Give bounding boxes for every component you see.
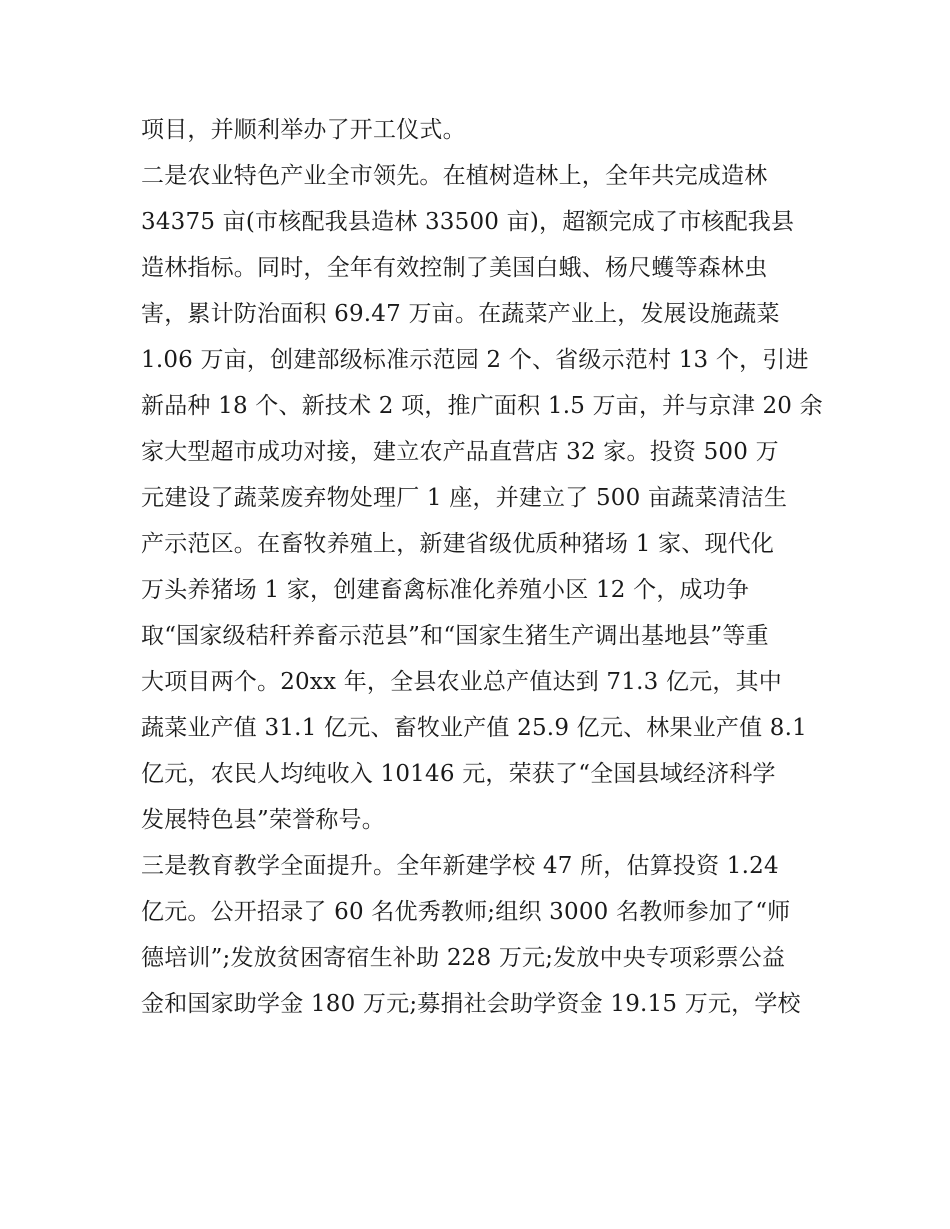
text-line: 34375 亩(市核配我县造林 33500 亩)，超额完成了市核配我县 <box>141 209 795 235</box>
text-line: 二是农业特色产业全市领先。在植树造林上，全年共完成造林 <box>141 163 768 189</box>
text-line: 万头养猪场 1 家，创建畜禽标准化养殖小区 12 个，成功争 <box>141 577 750 603</box>
text-line: 亿元。公开招录了 60 名优秀教师;组织 3000 名教师参加了“师 <box>141 899 791 925</box>
text-line: 亿元，农民人均纯收入 10146 元，荣获了“全国县域经济科学 <box>141 761 776 787</box>
text-line: 取“国家级秸秆养畜示范县”和“国家生猪生产调出基地县”等重 <box>141 623 769 649</box>
text-line: 德培训”;发放贫困寄宿生补助 228 万元;发放中央专项彩票公益 <box>141 945 786 971</box>
text-line: 新品种 18 个、新技术 2 项，推广面积 1.5 万亩，并与京津 20 余 <box>141 393 823 419</box>
text-line: 发展特色县”荣誉称号。 <box>141 807 385 833</box>
text-line: 金和国家助学金 180 万元;募捐社会助学资金 19.15 万元，学校 <box>141 991 801 1017</box>
body-text <box>141 107 821 1027</box>
text-line: 三是教育教学全面提升。全年新建学校 47 所，估算投资 1.24 <box>141 853 779 879</box>
text-line: 大项目两个。20xx 年，全县农业总产值达到 71.3 亿元，其中 <box>141 669 782 695</box>
text-line: 1.06 万亩，创建部级标准示范园 2 个、省级示范村 13 个，引进 <box>141 347 809 373</box>
text-line: 害，累计防治面积 69.47 万亩。在蔬菜产业上，发展设施蔬菜 <box>141 301 780 327</box>
text-line: 产示范区。在畜牧养殖上，新建省级优质种猪场 1 家、现代化 <box>141 531 775 557</box>
text-line: 造林指标。同时，全年有效控制了美国白蛾、杨尺蠖等森林虫 <box>141 255 768 281</box>
text-line: 蔬菜业产值 31.1 亿元、畜牧业产值 25.9 亿元、林果业产值 8.1 <box>141 715 807 741</box>
text-line: 家大型超市成功对接，建立农产品直营店 32 家。投资 500 万 <box>141 439 779 465</box>
text-line: 项目，并顺利举办了开工仪式。 <box>141 117 466 143</box>
text-line: 元建设了蔬菜废弃物处理厂 1 座，并建立了 500 亩蔬菜清洁生 <box>141 485 788 511</box>
